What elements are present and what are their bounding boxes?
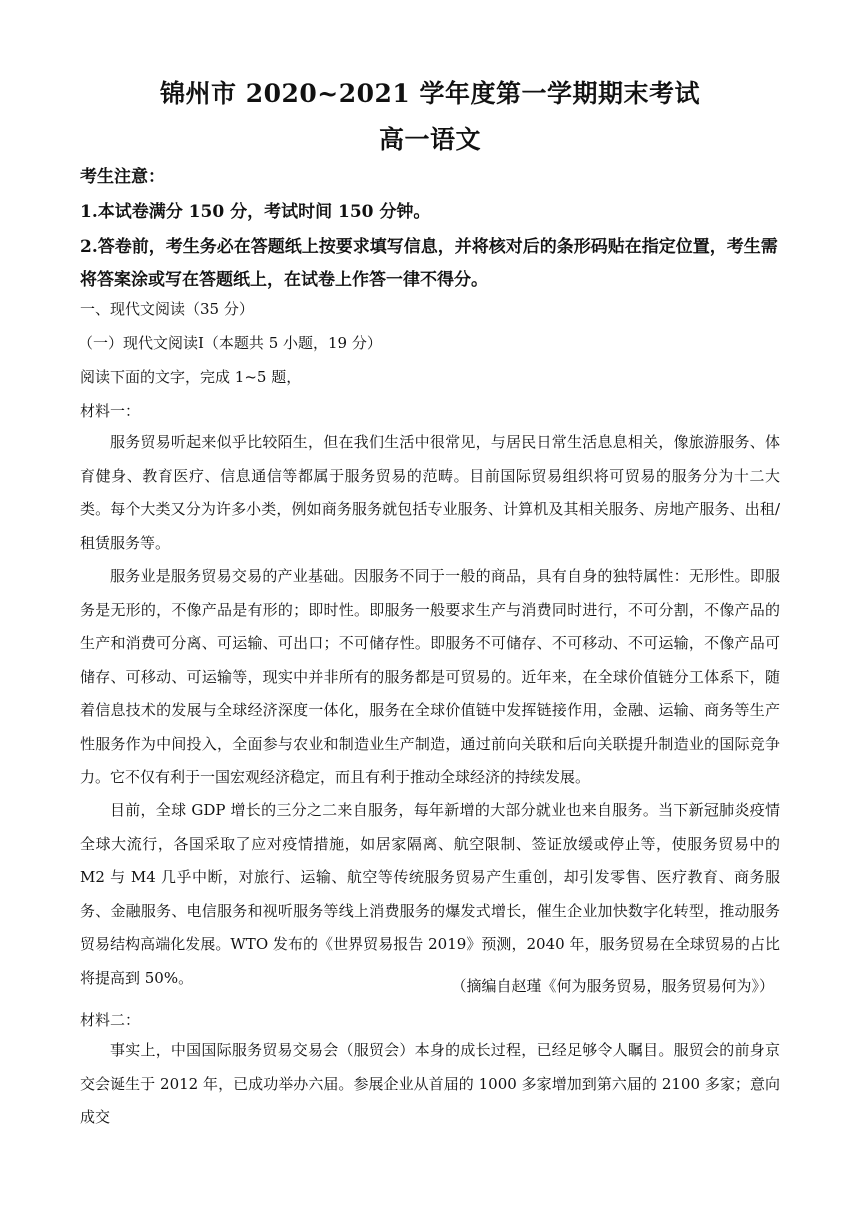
material-1-paragraph-2: 服务业是服务贸易交易的产业基础。因服务不同于一般的商品，具有自身的独特属性：无形性。即服务是无形的，不像产品是有形的；即时性。即服务一般要求生产与消费同时进行，不可分割，不像产品的生产和消费可分离、可运输、可出口；不可储存性。即服务不可储存、不可移动、不可运输，不像产品可储存、可移动、可运输等，现实中并非所有的服务都是可贸易的。近年来，在全球价值链分工体系下，随着信息技术的发展与全球经济深度一体化，服务在全球价值链中发挥链接作用，金融、运输、商务等生产性服务作为中间投入，全面参与农业和制造业生产制造，通过前向关联和后向关联提升制造业的国际竞争力。它不仅有利于一国宏观经济稳定，而且有利于推动全球经济的持续发展。	[80, 567, 780, 786]
section-heading: 一、现代文阅读（35 分）	[80, 300, 254, 318]
notice-heading: 考生注意：	[80, 167, 165, 187]
material-1-source: （摘编自赵瑾《何为服务贸易，服务贸易何为》）	[451, 977, 774, 995]
material-1-label: 材料一：	[80, 402, 141, 420]
material-2-label: 材料二：	[80, 1011, 141, 1029]
material-1-paragraph-3: 目前，全球 GDP 增长的三分之二来自服务，每年新增的大部分就业也来自服务。当下新冠肺炎疫情全球大流行，各国采取了应对疫情措施，如居家隔离、航空限制、签证放缓或停止等，使服务贸易中的 M2 与 M4 几乎中断，对旅行、运输、航空等传统服务贸易产生重创，却引发零售、医疗教育、商务服务、金融服务、电信服务和视听服务等线上消费服务的爆发式增长，催生企业加快数字化转型，推动服务贸易结构高端化发展。WTO 发布的《世界贸易报告 2019》预测，2040 年，服务贸易在全球贸易的占比将提高到 50%。	[80, 801, 780, 987]
material-1-paragraph-1: 服务贸易听起来似乎比较陌生，但在我们生活中很常见，与居民日常生活息息相关，像旅游服务、体育健身、教育医疗、信息通信等都属于服务贸易的范畴。目前国际贸易组织将可贸易的服务分为十二大类。每个大类又分为许多小类，例如商务服务就包括专业服务、计算机及其相关服务、房地产服务、出租/租赁服务等。	[80, 433, 780, 552]
material-2-paragraph-1: 事实上，中国国际服务贸易交易会（服贸会）本身的成长过程，已经足够令人瞩目。服贸会的前身京交会诞生于 2012 年，已成功举办六届。参展企业从首届的 1000 多家增加到第六届的 2100 多家；意向成交	[80, 1041, 780, 1126]
reading-instruction: 阅读下面的文字，完成 1~5 题，	[80, 368, 302, 386]
notice-item-1: 1.本试卷满分 150 分，考试时间 150 分钟。	[80, 202, 431, 222]
subsection-heading: （一）现代文阅读Ⅰ（本题共 5 小题，19 分）	[78, 334, 382, 352]
notice-item-2-line-1: 2.答卷前，考生务必在答题纸上按要求填写信息，并将核对后的条形码贴在指定位置，考生需	[80, 237, 778, 257]
exam-subject: 高一语文	[378, 125, 481, 154]
exam-title: 锦州市 2020~2021 学年度第一学期期末考试	[159, 79, 701, 108]
notice-item-2-line-2: 将答案涂或写在答题纸上，在试卷上作答一律不得分。	[80, 270, 488, 290]
